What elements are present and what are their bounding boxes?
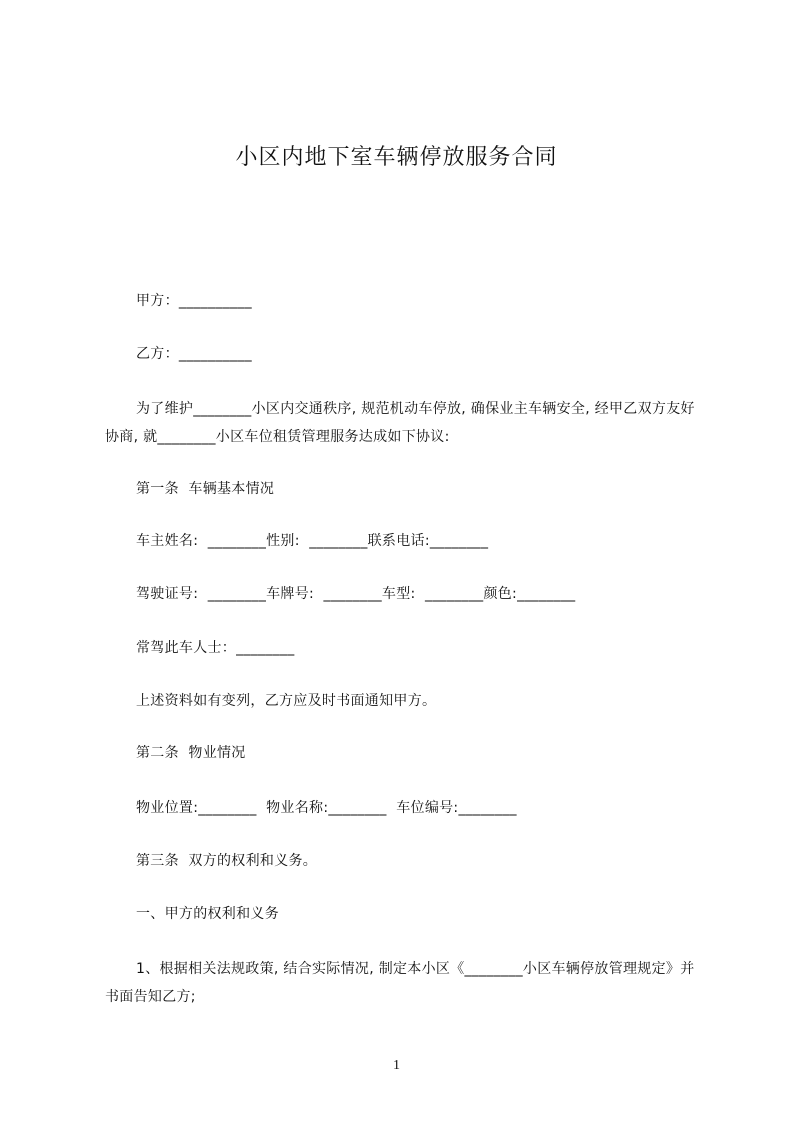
article1-heading: 第一条 车辆基本情况 — [136, 481, 275, 497]
license-info-line: 驾驶证号: ________车牌号: ________车型: ________颜色:________ — [136, 586, 576, 602]
owner-info-line: 车主姓名: ________性别: ________联系电话:________ — [136, 533, 489, 549]
party-a-line: 甲方：__________ — [136, 293, 252, 309]
property-info-line: 物业位置:________ 物业名称:________ 车位编号:________ — [136, 800, 517, 816]
section1-heading: 一、甲方的权利和义务 — [136, 906, 279, 922]
article3-heading: 第三条 双方的权利和义务。 — [136, 853, 318, 869]
clause1-paragraph — [105, 955, 705, 1011]
article2-heading: 第二条 物业情况 — [136, 745, 246, 761]
intro-text: 为了维护________小区内交通秩序, 规范机动车停放, 确保业主车辆安全, 经甲乙双方友好协商, 就________小区车位租赁管理服务达成如下协议: — [105, 401, 695, 445]
intro-paragraph — [105, 395, 705, 451]
clause1-text: 1、根据相关法规政策, 结合实际情况, 制定本小区《________小区车辆停放管理规定》并书面告知乙方; — [105, 961, 695, 1005]
party-b-line: 乙方：__________ — [136, 346, 252, 362]
document-title: 小区内地下室车辆停放服务合同 — [235, 145, 558, 170]
notice-change-line: 上述资料如有变列，乙方应及时书面通知甲方。 — [136, 693, 437, 709]
frequent-driver-line: 常驾此车人士：________ — [136, 640, 295, 656]
page-number: 1 — [393, 1058, 400, 1073]
